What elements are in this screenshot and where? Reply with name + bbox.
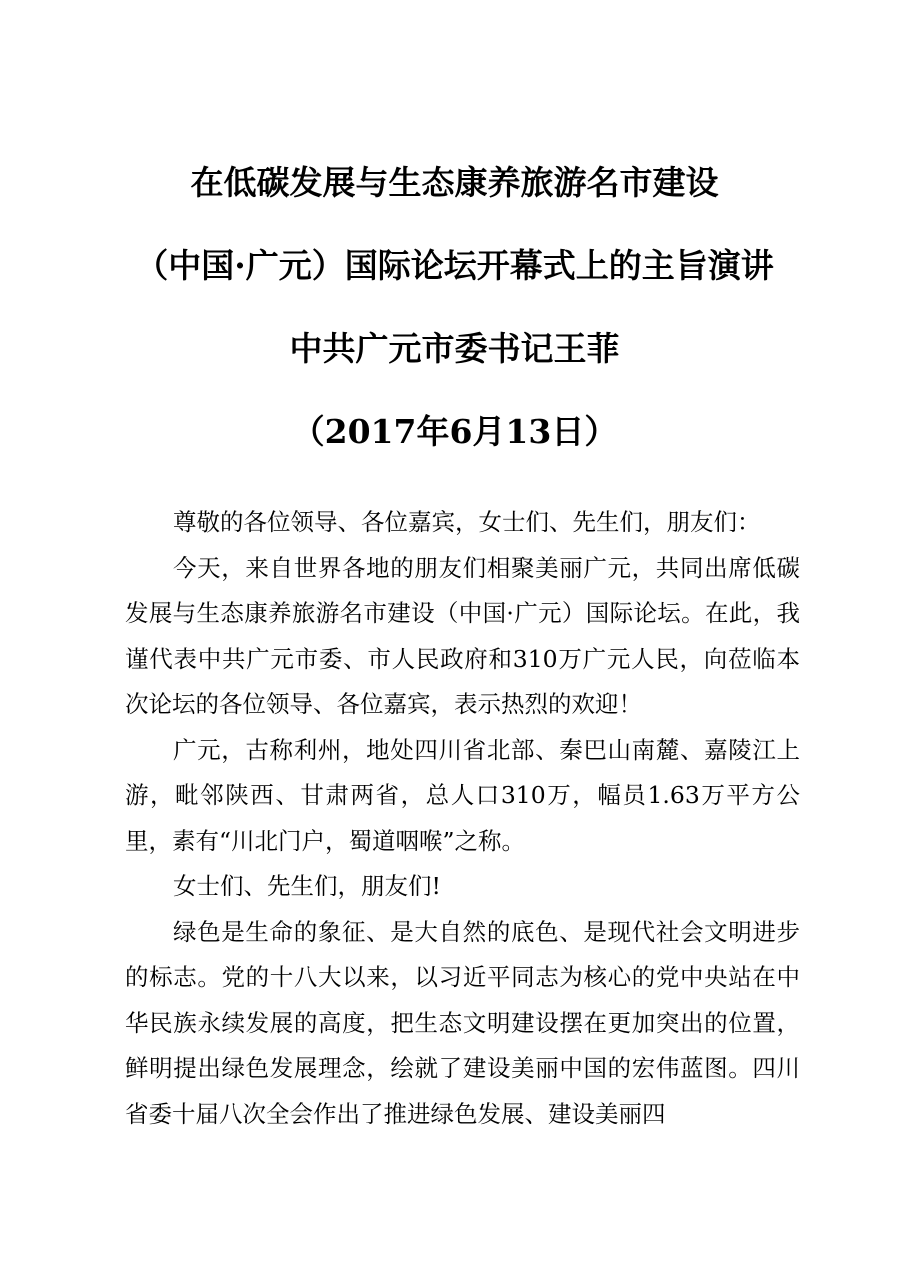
paragraph-welcome: 今天，来自世界各地的朋友们相聚美丽广元，共同出席低碳发展与生态康养旅游名市建设（中国·广元）国际论坛。在此，我谨代表中共广元市委、市人民政府和310万广元人民，向莅临本次论坛的各位领导、各位嘉宾，表示热烈的欢迎！ bbox=[125, 553, 800, 718]
speaker-line: 中共广元市委书记王菲 bbox=[289, 329, 620, 368]
title-line-1: 在低碳发展与生态康养旅游名市建设 bbox=[190, 163, 719, 202]
paragraph-address: 女士们、先生们，朋友们! bbox=[173, 872, 441, 900]
paragraph-salutation: 尊敬的各位领导、各位嘉宾，女士们、先生们，朋友们： bbox=[173, 508, 761, 536]
speech-body bbox=[125, 500, 800, 1137]
paragraph-green-development: 绿色是生命的象征、是大自然的底色、是现代社会文明进步的标志。党的十八大以来，以习近平同志为核心的党中央站在中华民族永续发展的高度，把生态文明建设摆在更加突出的位置，鲜明提出绿色发展理念，绘就了建设美丽中国的宏伟蓝图。四川省委十届八次全会作出了推进绿色发展、建设美丽四 bbox=[125, 917, 800, 1128]
paragraph-guangyuan-intro: 广元，古称利州，地处四川省北部、秦巴山南麓、嘉陵江上游，毗邻陕西、甘肃两省，总人口310万，幅员1.63万平方公里，素有“川北门户，蜀道咽喉”之称。 bbox=[125, 735, 800, 855]
title-line-2: （中国·广元）国际论坛开幕式上的主旨演讲 bbox=[135, 246, 774, 285]
date-line: （2017年6月13日） bbox=[291, 412, 618, 451]
